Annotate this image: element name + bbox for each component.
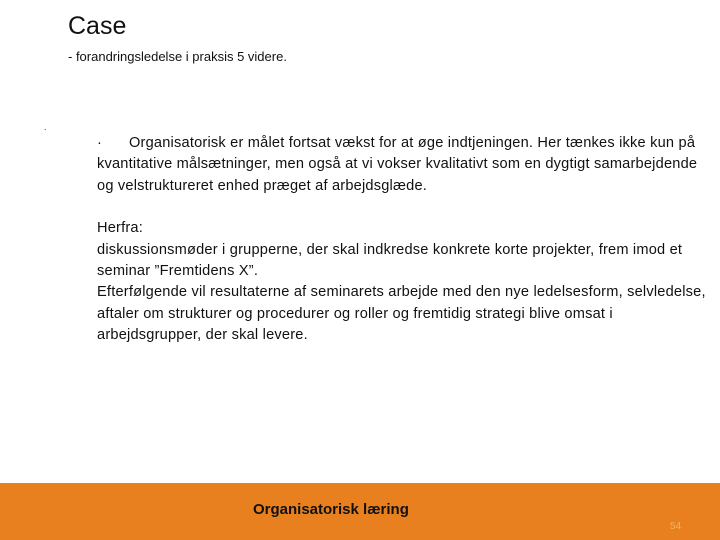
footer-label: Organisatorisk læring (253, 501, 409, 518)
slide-subtitle: - forandringsledelse i praksis 5 videre. (68, 49, 287, 64)
slide-title: Case (68, 12, 127, 40)
herfra-line-2: Efterfølgende vil resultaterne af seminarets arbejde med den nye ledelsesform, selvledelse, aftaler om strukturer og procedurer og roller og fremtidig strategi blive omsat i arbejdsgrupper, der skal levere. (97, 284, 706, 344)
body-text (97, 133, 709, 347)
herfra-line-1: diskussionsmøder i grupperne, der skal indkredse konkrete korte projekter, frem imod et seminar ”Fremtidens X”. (97, 241, 683, 280)
bullet-text: Organisatorisk er målet fortsat vækst for at øge indtjeningen. Her tænkes ikke kun på kvantitative målsætninger, men også at vi vokser kvalitativt som en dygtigt samarbejdende og velstruktureret enhed præget af arbejdsglæde. (97, 135, 698, 194)
bullet-paragraph (97, 133, 709, 197)
herfra-heading: Herfra: (97, 220, 144, 237)
stray-mark: . (44, 122, 47, 132)
page-number: 54 (670, 521, 682, 532)
bullet-marker: · (97, 135, 103, 151)
